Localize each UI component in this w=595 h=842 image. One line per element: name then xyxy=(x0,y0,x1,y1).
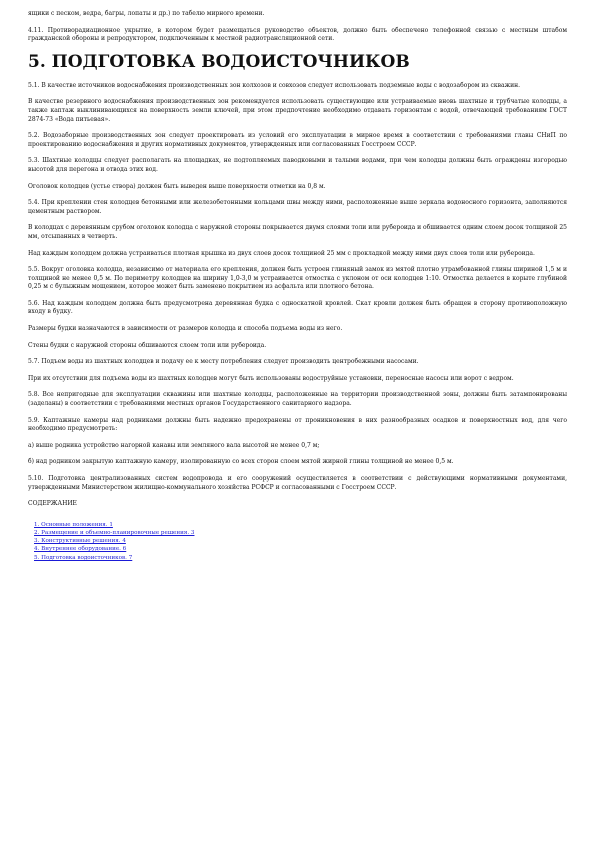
toc-link-2[interactable]: 2. Размещение и объемно-планировочные решения. 3 xyxy=(34,529,195,536)
toc-item xyxy=(34,529,567,537)
toc-title: СОДЕРЖАНИЕ xyxy=(28,500,77,508)
paragraph: 5.6. Над каждым колодцем должна быть предусмотрена деревянная будка с односкатной кровлей. Скат кровли должен быть обращен в сторону противоположную входу в будку. xyxy=(28,299,567,316)
toc-item xyxy=(34,521,567,529)
paragraph: В колодцах с деревянным срубом оголовок колодца с наружной стороны покрывается двумя слоями толи или рубероида и обшивается одним слоем досок толщиной 25 мм, отсыпанных в четверть. xyxy=(28,224,567,240)
paragraph: ящики с песком, ведра, багры, лопаты и др.) по табелю мирного времени. xyxy=(28,10,265,17)
paragraph: 5.5. Вокруг оголовка колодца, независимо от материала его крепления, должен быть устроен глиняный замок из мятой плотно утрамбованной глины шириной 1,5 м и толщиной не менее 0,5 м. По периметру колодцев на ширину 1,0-3,0 м устраивается отмостка с уклоном от оси колодцев 1:10. Отмостка делается в корыте глубиной 0,25 м с булыжным мощением, которое может быть заменено покрытием из асфальта или плотного бетона. xyxy=(28,266,567,291)
toc-item xyxy=(34,537,567,545)
section-heading: 5. ПОДГОТОВКА ВОДОИСТОЧНИКОВ xyxy=(28,51,410,72)
paragraph: 5.1. В качестве источников водоснабжения производственных зон колхозов и совхозов следует использовать подземные воды с водозабором из скважин. xyxy=(28,81,521,89)
paragraph: 5.10. Подготовка централизованных систем водопровода и его сооружений осуществляется в соответствии с действующими нормативными документами, утвержденными Министерством жилищно-коммунального хозяйства РСФСР и согласованными с Госстроем СССР. xyxy=(28,475,567,491)
paragraph: Размеры будки назначаются в зависимости от размеров колодца и способа подъема воды из него. xyxy=(28,325,343,333)
toc-item xyxy=(34,554,567,562)
paragraph: Над каждым колодцем должна устраиваться плотная крышка из двух слоев досок толщиной 25 мм с прокладкой между ними двух слоев толи или рубероида. xyxy=(28,249,535,257)
paragraph: 5.9. Каптажные камеры над родниками должны быть надежно предохранены от проникновения в них разнообразных осадков и поверхностных вод, для чего необходимо предусмотреть: xyxy=(28,416,567,433)
paragraph: 4.11. Противорадиационное укрытие, в котором будет размещаться руководство объектов, должно быть обеспечено телефонной связью с местным штабом гражданской обороны и репродуктором, подключенным к местной радиотрансляционной сети. xyxy=(28,26,567,43)
paragraph: Стены будки с наружной стороны обшиваются слоем толи или рубероида. xyxy=(28,341,267,349)
paragraph: 5.2. Водозаборные производственных зон следует проектировать из условий его эксплуатации в мирное время в соответствии с требованиями главы СНиП по проектированию водоснабжения и других нормативных документов, утвержденных или согласованных Госстроем СССР. xyxy=(28,132,567,148)
paragraph: 5.7. Подъем воды из шахтных колодцев и подачу ее к месту потребления следует производить центробежными насосами. xyxy=(28,358,419,366)
toc-link-4[interactable]: 4. Внутреннее оборудование. 6 xyxy=(34,546,127,553)
paragraph: 5.8. Все непригодные для эксплуатации скважины или шахтные колодцы, расположенные на территории производственной зоны, должны быть затампонированы (заделаны) в соответствии с требованиями местных органов Государственного санитарного надзора. xyxy=(28,391,567,408)
paragraph: При их отсутствии для подъема воды из шахтных колодцев могут быть использованы водоструйные установки, переносные насосы или ворот с ведром. xyxy=(28,374,514,382)
toc-item xyxy=(34,545,567,553)
paragraph: В качестве резервного водоснабжения производственных зон рекомендуется использовать существующие или устраиваемые вновь шахтные и трубчатые колодцы, а также каптаж выклинивающихся на поверхность земли ключей, при этом предпочтение необходимо отдавать горизонтам с водой, отвечающей требованиям ГОСТ 2874-73 «Вода питьевая». xyxy=(28,98,567,123)
paragraph: 5.3. Шахтные колодцы следует располагать на площадках, не подтопляемых паводковыми и талыми водами, при чем колодцы должны быть ограждены изгородью высотой для перегона и отвода этих вод. xyxy=(28,157,567,173)
table-of-contents xyxy=(34,521,567,562)
paragraph: 5.4. При креплении стен колодцев бетонными или железобетонными кольцами швы между ними, расположенные выше зеркала водоносного горизонта, заполняются цементным раствором. xyxy=(28,199,567,215)
toc-link-1[interactable]: 1. Основные положения. 1 xyxy=(34,521,113,528)
paragraph: б) над родником закрытую каптажную камеру, изолированную со всех сторон слоем мятой жирной глины толщиной не менее 0,5 м. xyxy=(28,458,454,466)
paragraph: Оголовок колодцев (устье створа) должен быть выведен выше поверхности отметки на 0,8 м. xyxy=(28,182,326,190)
toc-link-3[interactable]: 3. Конструктивные решения. 4 xyxy=(34,538,126,545)
paragraph: а) выше родника устройство нагорной канавы или земляного вала высотой не менее 0,7 м; xyxy=(28,441,320,449)
toc-link-5[interactable]: 5. Подготовка водоисточников. 7 xyxy=(34,554,133,561)
